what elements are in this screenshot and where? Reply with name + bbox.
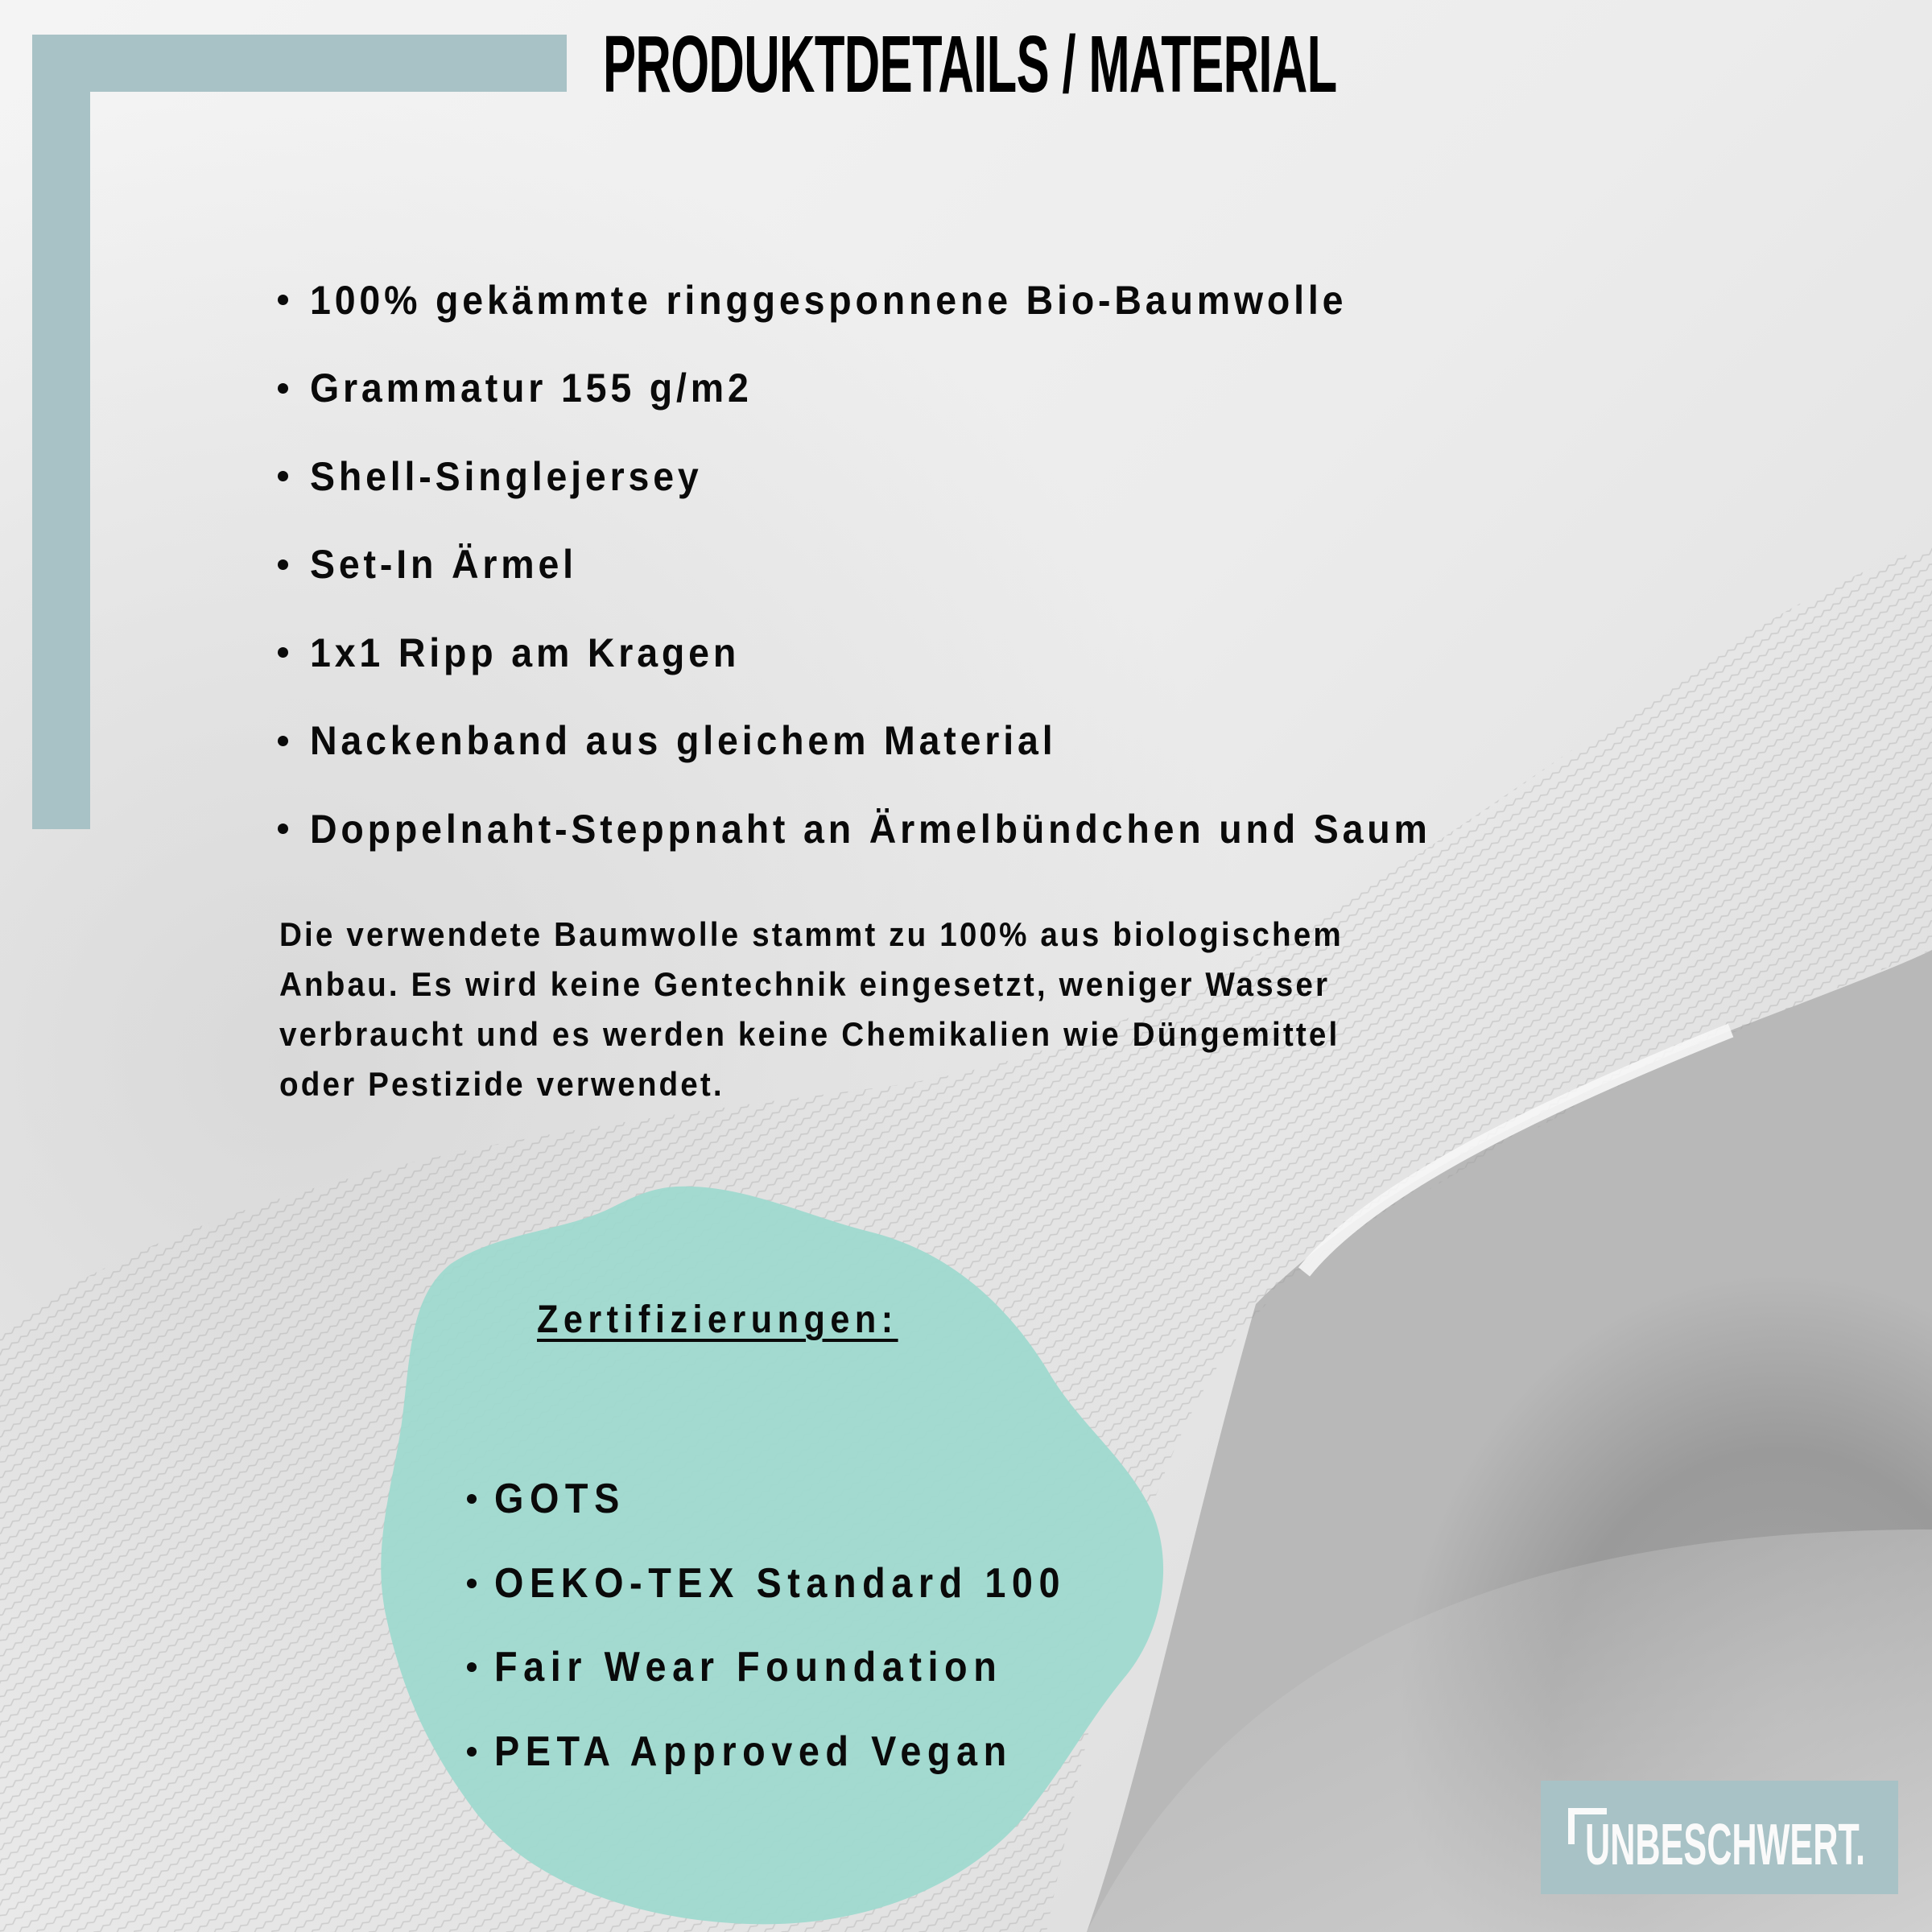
bullet-icon: [278, 647, 288, 658]
feature-item: [278, 697, 1516, 786]
logo-wordmark: UNBESCHWERT.: [1585, 1813, 1866, 1877]
description-line: oder Pestizide verwendet.: [279, 1065, 724, 1103]
certification-label: PETA Approved Vegan: [494, 1728, 1013, 1775]
bullet-icon: [278, 824, 288, 834]
description-line: verbraucht und es werden keine Chemikalien wie Düngemittel: [279, 1015, 1340, 1053]
feature-label: Grammatur 155 g/m2: [310, 365, 753, 411]
certification-item: [467, 1542, 1129, 1626]
feature-label: Nackenband aus gleichem Material: [310, 718, 1057, 764]
description-line: Die verwendete Baumwolle stammt zu 100% aus biologischem: [279, 915, 1344, 953]
bullet-icon: [278, 471, 288, 481]
feature-item: [278, 432, 1516, 521]
bullet-icon: [278, 383, 288, 394]
feature-item: [278, 785, 1516, 873]
certification-item: [467, 1710, 1129, 1794]
bullet-icon: [467, 1494, 477, 1504]
bullet-icon: [278, 295, 288, 305]
product-features-list: [278, 256, 1516, 873]
material-description: [279, 910, 1648, 1109]
bullet-icon: [467, 1747, 477, 1757]
page-title: PRODUKTDETAILS / MATERIAL: [603, 19, 1337, 109]
certification-label: OEKO-TEX Standard 100: [494, 1559, 1067, 1607]
certification-item: [467, 1457, 1129, 1542]
certifications-list: [467, 1457, 1129, 1794]
certifications-heading: Zertifizierungen:: [537, 1298, 898, 1341]
feature-item: [278, 609, 1516, 697]
certification-label: GOTS: [494, 1476, 625, 1523]
brand-logo: [1541, 1781, 1898, 1894]
feature-item: [278, 345, 1516, 433]
feature-label: Shell-Singlejersey: [310, 453, 703, 499]
bullet-icon: [278, 736, 288, 746]
feature-label: Set-In Ärmel: [310, 542, 577, 588]
bullet-icon: [467, 1579, 477, 1588]
feature-label: 1x1 Ripp am Kragen: [310, 630, 741, 675]
certification-item: [467, 1625, 1129, 1710]
certification-label: Fair Wear Foundation: [494, 1644, 1003, 1691]
feature-label: Doppelnaht-Steppnaht an Ärmelbündchen und Saum: [310, 806, 1431, 852]
feature-label: 100% gekämmte ringgesponnene Bio-Baumwolle: [310, 277, 1348, 323]
feature-item: [278, 521, 1516, 609]
bullet-icon: [278, 559, 288, 570]
bullet-icon: [467, 1662, 477, 1672]
feature-item: [278, 256, 1516, 345]
description-line: Anbau. Es wird keine Gentechnik eingesetzt, weniger Wasser: [279, 965, 1331, 1003]
